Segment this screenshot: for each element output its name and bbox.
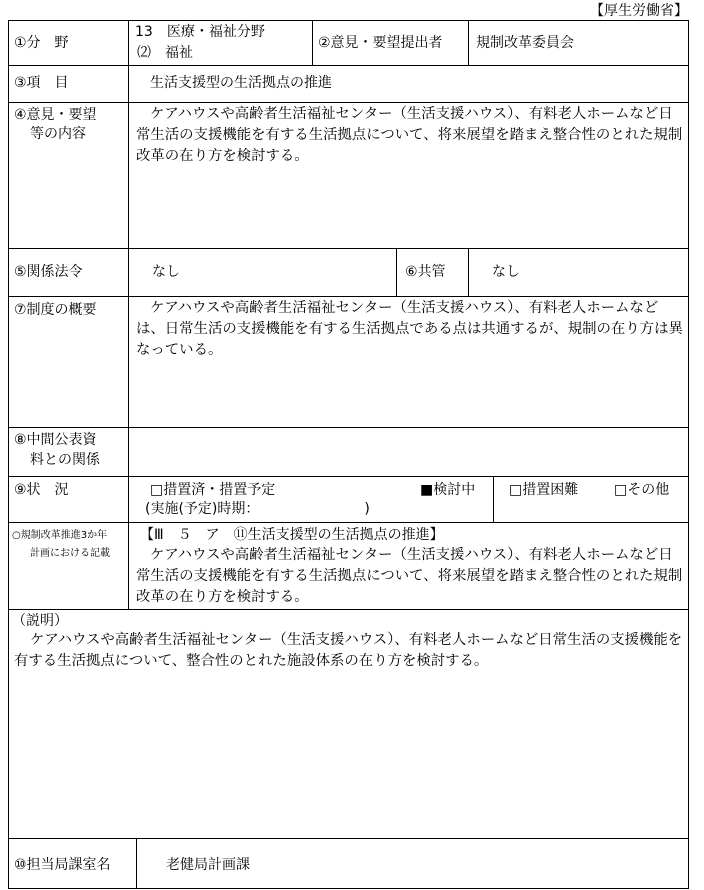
office-label: ⑩担当局課室名 xyxy=(14,857,111,873)
laws-label: ⑤関係法令 xyxy=(14,264,83,280)
opinion-text: ケアハウスや高齢者生活福祉センター（生活支援ハウス）、有料老人ホームなど日常生活の支援機能を有する生活拠点について、将来展望を踏まえ整合性のとれた規制改革の在り方を検討する。 xyxy=(136,106,683,164)
column-divider xyxy=(493,476,494,523)
status-option-other: □その他 xyxy=(614,482,670,498)
row-divider xyxy=(8,65,689,66)
column-divider xyxy=(468,20,469,66)
field-value-line1: 13 医療・福祉分野 xyxy=(135,24,265,40)
table-bottom-border xyxy=(8,888,689,889)
system-label: ⑦制度の概要 xyxy=(14,302,97,318)
field-label: ①分 野 xyxy=(14,35,69,51)
item-value: 生活支援型の生活拠点の推進 xyxy=(150,75,332,91)
row-divider xyxy=(8,248,689,249)
ministry-label: 【厚生労働省】 xyxy=(590,3,688,19)
submitter-value: 規制改革委員会 xyxy=(476,35,574,51)
opinion-label-line1: ④意見・要望 xyxy=(14,107,97,123)
status-option-done: □措置済・措置予定 xyxy=(150,482,276,498)
plan-label-line1: ○規制改革推進3か年 xyxy=(12,530,108,541)
system-text: ケアハウスや高齢者生活福祉センター（生活支援ハウス）、有料老人ホームなどは、日常生活の支援機能を有する生活拠点である点は共通するが、規制の在り方は異なっている。 xyxy=(136,300,683,358)
explanation-text: ケアハウスや高齢者生活福祉センター（生活支援ハウス）、有料老人ホームなど日常生活の支援機能を有する生活拠点について、整合性のとれた施設体系の在り方を検討する。 xyxy=(14,632,683,669)
table-top-border xyxy=(8,20,689,21)
explanation-label: （説明） xyxy=(12,613,68,629)
opinion-label-line2: 等の内容 xyxy=(30,126,86,142)
office-value: 老健局計画課 xyxy=(166,857,250,873)
row-divider xyxy=(8,102,689,103)
interim-label-line1: ⑧中間公表資 xyxy=(14,432,97,448)
row-divider xyxy=(8,296,689,297)
row-divider xyxy=(8,476,689,477)
table-right-border xyxy=(688,20,689,889)
plan-text: ケアハウスや高齢者生活福祉センター（生活支援ハウス）、有料老人ホームなど日常生活の支援機能を有する生活拠点について、将来展望を踏まえ整合性のとれた規制改革の在り方を検討する。 xyxy=(136,547,683,605)
column-divider xyxy=(396,248,397,297)
field-value-line2: ⑵ 福祉 xyxy=(137,45,193,61)
column-divider xyxy=(468,248,469,297)
plan-heading: 【Ⅲ ５ ア ⑪生活支援型の生活拠点の推進】 xyxy=(140,527,444,543)
jurisdiction-value: なし xyxy=(492,264,520,280)
row-divider xyxy=(8,522,689,523)
plan-label-line2: 計画における記載 xyxy=(30,548,110,559)
status-timing: (実施(予定)時期： ) xyxy=(145,501,370,517)
status-label: ⑨状 況 xyxy=(14,482,69,498)
submitter-label: ②意見・要望提出者 xyxy=(318,35,443,51)
label-column-divider xyxy=(128,20,129,610)
jurisdiction-label: ⑥共管 xyxy=(405,264,446,280)
status-option-review: ■検討中 xyxy=(420,482,476,498)
column-divider xyxy=(136,838,137,889)
row-divider xyxy=(8,427,689,428)
status-option-difficult: □措置困難 xyxy=(509,482,579,498)
item-label: ③項 目 xyxy=(14,75,69,91)
table-left-border xyxy=(8,20,9,889)
column-divider xyxy=(312,20,313,66)
interim-label-line2: 料との関係 xyxy=(30,452,100,468)
row-divider xyxy=(8,838,689,839)
row-divider xyxy=(8,609,689,610)
laws-value: なし xyxy=(152,264,180,280)
